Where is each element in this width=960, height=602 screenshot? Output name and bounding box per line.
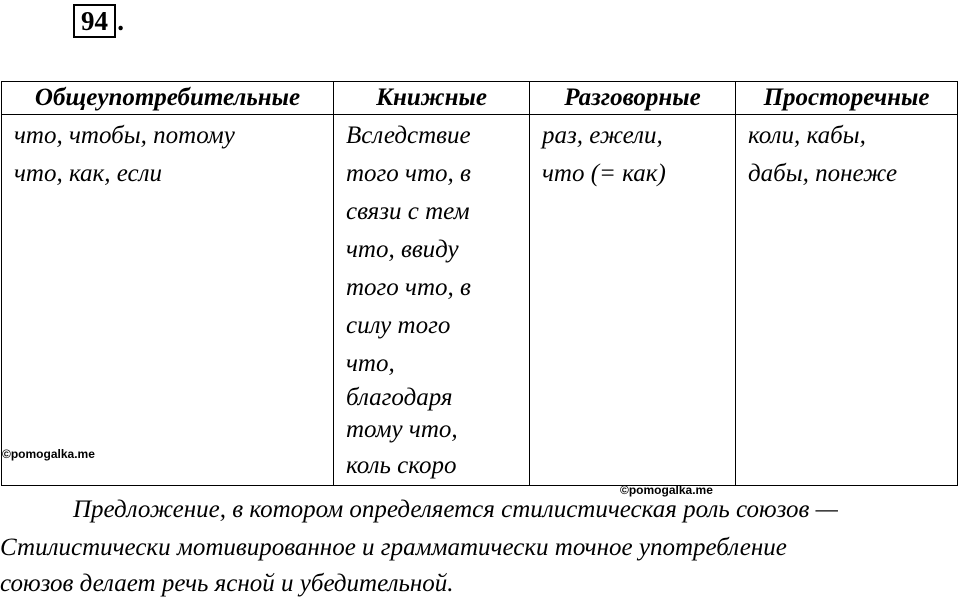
- cell-line: того что, в: [346, 160, 471, 187]
- cell-line: того что, в: [346, 274, 471, 301]
- exercise-number-dot: .: [117, 6, 124, 36]
- cell-line: Вследствие: [346, 122, 471, 149]
- cell-line: тому что,: [346, 416, 458, 443]
- exercise-number-text: 94: [81, 6, 108, 36]
- cell-common: [2, 115, 334, 486]
- watermark-left: ©pomogalka.me: [2, 447, 95, 461]
- cell-bookish: [334, 115, 530, 486]
- header-colloquial: Разговорные: [530, 82, 736, 115]
- cell-line: что, ввиду: [346, 236, 459, 263]
- cell-line: благодаря: [346, 384, 453, 411]
- cell-line: связи с тем: [346, 198, 470, 225]
- paragraph-line-2: Стилистически мотивированное и грамматически точное употребление: [0, 534, 787, 561]
- header-bookish: Книжные: [334, 82, 530, 115]
- conjunctions-table: [1, 81, 958, 486]
- watermark-bottom: ©pomogalka.me: [620, 483, 713, 497]
- header-common: Общеупотребительные: [2, 82, 334, 115]
- cell-line: силу того: [346, 312, 451, 339]
- paragraph-line-1: Предложение, в котором определяется стилистическая роль союзов —: [73, 496, 838, 523]
- cell-line: что, как, если: [14, 160, 163, 187]
- cell-line: дабы, понеже: [748, 160, 898, 187]
- header-vernacular: Просторечные: [736, 82, 958, 115]
- cell-vernacular: [736, 115, 958, 486]
- table-header-row: [2, 82, 958, 115]
- table-row: [2, 115, 958, 486]
- cell-line: коли, кабы,: [748, 122, 866, 149]
- cell-line: что, чтобы, потому: [14, 122, 235, 149]
- cell-line: коль скоро: [346, 452, 457, 479]
- cell-line: что (= как): [542, 160, 666, 187]
- cell-line: раз, ежели,: [542, 122, 663, 149]
- cell-colloquial: [530, 115, 736, 486]
- cell-line: что,: [346, 350, 395, 377]
- paragraph-line-3: союзов делает речь ясной и убедительной.: [0, 570, 454, 597]
- exercise-number: [73, 4, 124, 38]
